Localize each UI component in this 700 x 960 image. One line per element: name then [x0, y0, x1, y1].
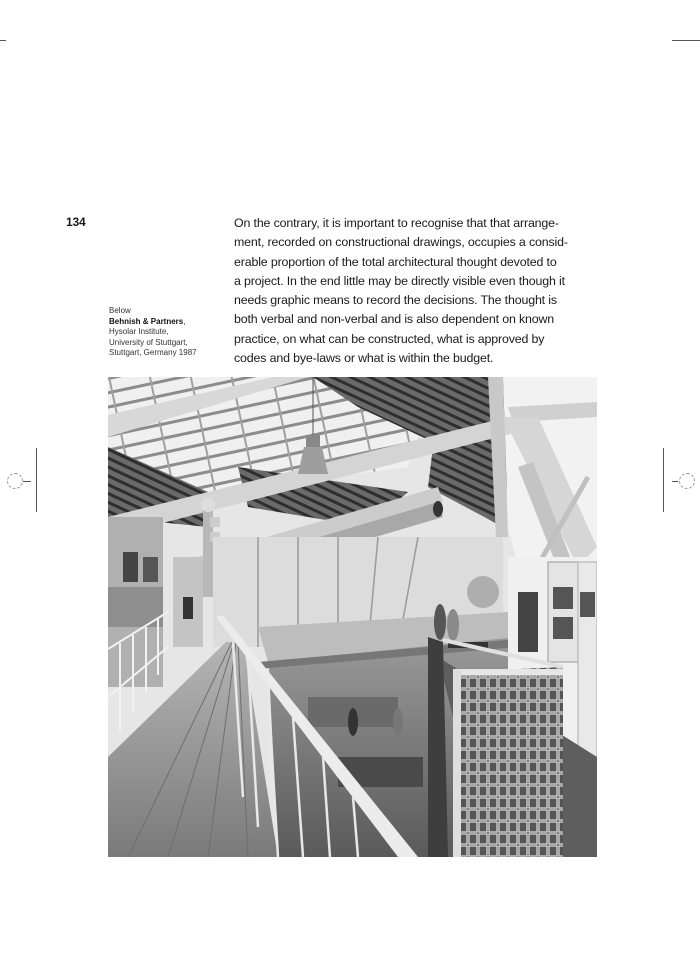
- caption-architect: Behnish & Partners: [109, 316, 184, 326]
- caption-line: University of Stuttgart,: [109, 337, 188, 347]
- body-line: both verbal and non-verbal and is also dependent on known: [234, 312, 555, 327]
- body-line: codes and bye-laws or what is within the budget.: [234, 351, 494, 366]
- photo-illustration: [108, 377, 597, 857]
- body-paragraph: [234, 214, 606, 368]
- figure-caption: [109, 306, 224, 359]
- architecture-photo: [108, 377, 597, 857]
- body-line: practice, on what can be constructed, what is approved by: [234, 331, 545, 346]
- body-line: erable proportion of the total architectural thought devoted to: [234, 254, 557, 269]
- caption-line: Stuttgart, Germany 1987: [109, 348, 197, 357]
- body-line: ment, recorded on constructional drawings, occupies a consid-: [234, 235, 568, 250]
- crop-mark-left-vertical: [36, 448, 37, 512]
- crop-mark-right-tick: [672, 481, 678, 482]
- caption-architect-line: Behnish & Partners,: [109, 316, 186, 326]
- crop-mark-right-vertical: [663, 448, 664, 512]
- crop-mark-top-right: [672, 40, 700, 41]
- body-line: a project. In the end little may be directly visible even though it: [234, 273, 565, 288]
- body-line: On the contrary, it is important to recognise that that arrange-: [234, 216, 559, 230]
- page-number: 134: [66, 215, 86, 229]
- registration-mark-left: [7, 473, 23, 489]
- crop-mark-top-left: [0, 40, 6, 41]
- crop-mark-left-tick: [23, 481, 31, 482]
- registration-mark-right: [679, 473, 695, 489]
- caption-line: Hysolar Institute,: [109, 327, 169, 336]
- caption-lead: Below: [109, 306, 131, 315]
- body-line: needs graphic means to record the decisions. The thought is: [234, 293, 557, 308]
